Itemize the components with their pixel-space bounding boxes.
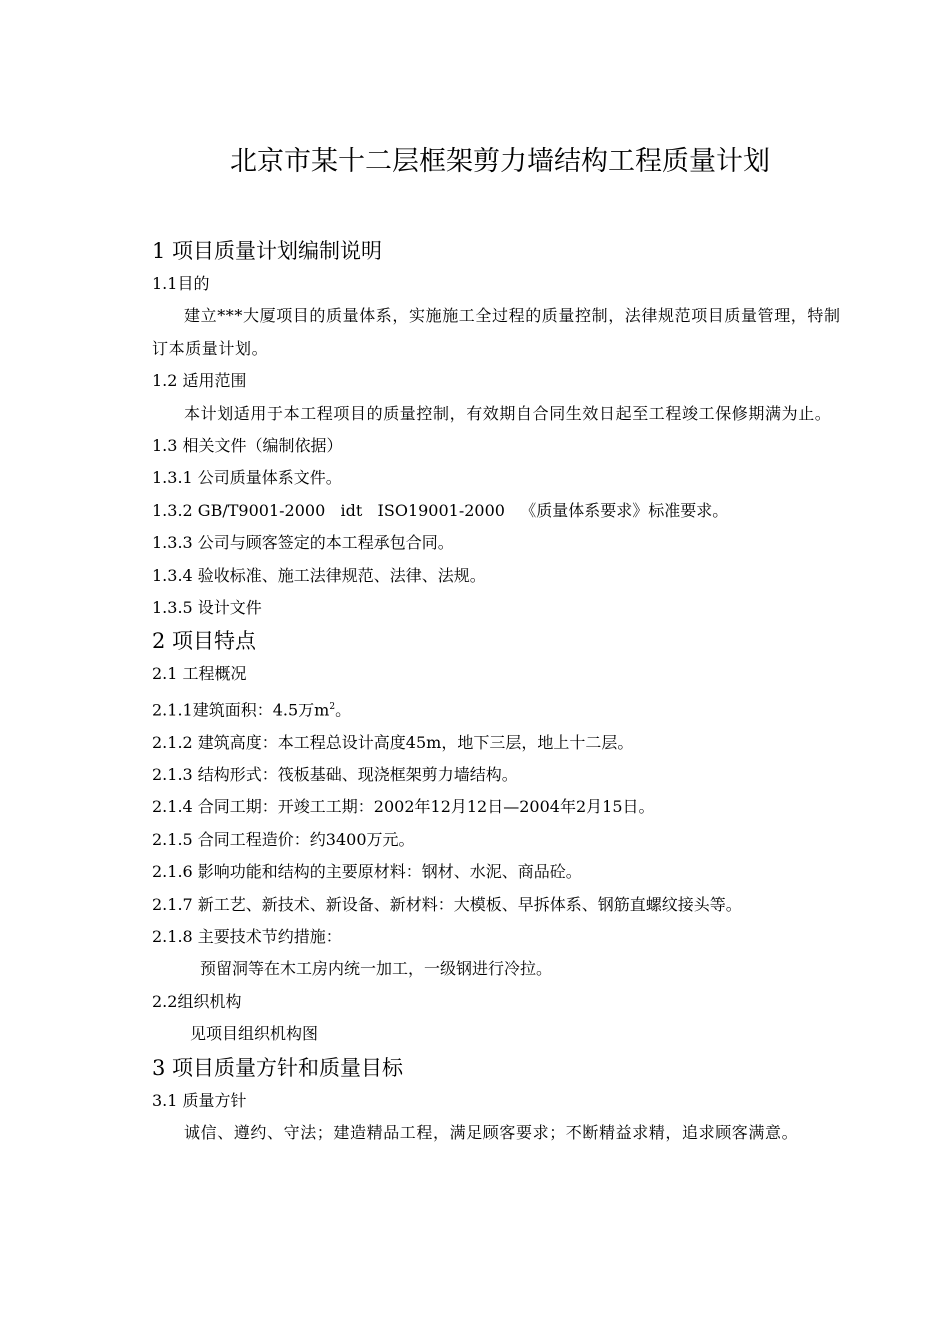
section-1-3-3-item: 1.3.3 公司与顾客签定的本工程承包合同。 [152,533,454,553]
section-3-1-heading: 3.1 质量方针 [152,1090,247,1110]
section-1-2-paragraph: 本计划适用于本工程项目的质量控制，有效期自合同生效日起至工程竣工保修期满为止。 [184,403,832,423]
section-2-1-1-item [152,691,854,727]
section-2-1-heading: 2.1 工程概况 [152,664,247,684]
section-1-3-4-item: 1.3.4 验收标准、施工法律规范、法律、法规。 [152,565,486,585]
section-1-1-paragraph: 建立***大厦项目的质量体系，实施施工全过程的质量控制，法律规范项目质量管理，特制订本质量计划。 [152,306,841,358]
document-title: 北京市某十二层框架剪力墙结构工程质量计划 [230,146,770,177]
section-2-1-6-item: 2.1.6 影响功能和结构的主要原材料：钢材、水泥、商品砼。 [152,862,582,882]
section-1-3-heading: 1.3 相关文件（编制依据） [152,436,343,456]
building-area-suffix: 。 [335,700,352,720]
square-superscript: 2 [329,701,336,712]
document-body [152,234,854,1149]
section-2-1-8-paragraph: 预留洞等在木工房内统一加工，一级钢进行冷拉。 [200,959,553,979]
section-1-1-heading: 1.1目的 [152,274,210,293]
section-3-1-paragraph: 诚信、遵约、守法；建造精品工程，满足顾客要求；不断精益求精，追求顾客满意。 [184,1123,799,1143]
section-2-1-8-item: 2.1.8 主要技术节约措施： [152,927,342,947]
section-3-heading: 3 项目质量方针和质量目标 [152,1055,404,1080]
section-2-1-7-item: 2.1.7 新工艺、新技术、新设备、新材料：大模板、早拆体系、钢筋直螺纹接头等。 [152,894,742,914]
section-2-1-4-item: 2.1.4 合同工期：开竣工工期：2002年12月12日—2004年2月15日。 [152,797,655,817]
section-2-heading: 2 项目特点 [152,629,257,654]
section-1-2-heading: 1.2 适用范围 [152,371,247,391]
section-2-1-5-item: 2.1.5 合同工程造价：约3400万元。 [152,829,415,849]
section-1-3-2-item: 1.3.2 GB/T9001-2000 idt ISO19001-2000 《质量体系要求》标准要求。 [152,500,729,520]
section-1-heading: 1 项目质量计划编制说明 [152,239,383,263]
section-1-3-5-item: 1.3.5 设计文件 [152,598,262,618]
section-1-3-1-item: 1.3.1 公司质量体系文件。 [152,468,342,488]
section-2-2-paragraph: 见项目组织机构图 [190,1024,319,1044]
section-2-1-3-item: 2.1.3 结构形式：筏板基础、现浇框架剪力墙结构。 [152,765,518,785]
building-area-text: 2.1.1建筑面积：4.5万m [152,700,330,720]
section-2-2-heading: 2.2组织机构 [152,991,242,1011]
section-2-1-2-item: 2.1.2 建筑高度：本工程总设计高度45m，地下三层，地上十二层。 [152,732,634,752]
